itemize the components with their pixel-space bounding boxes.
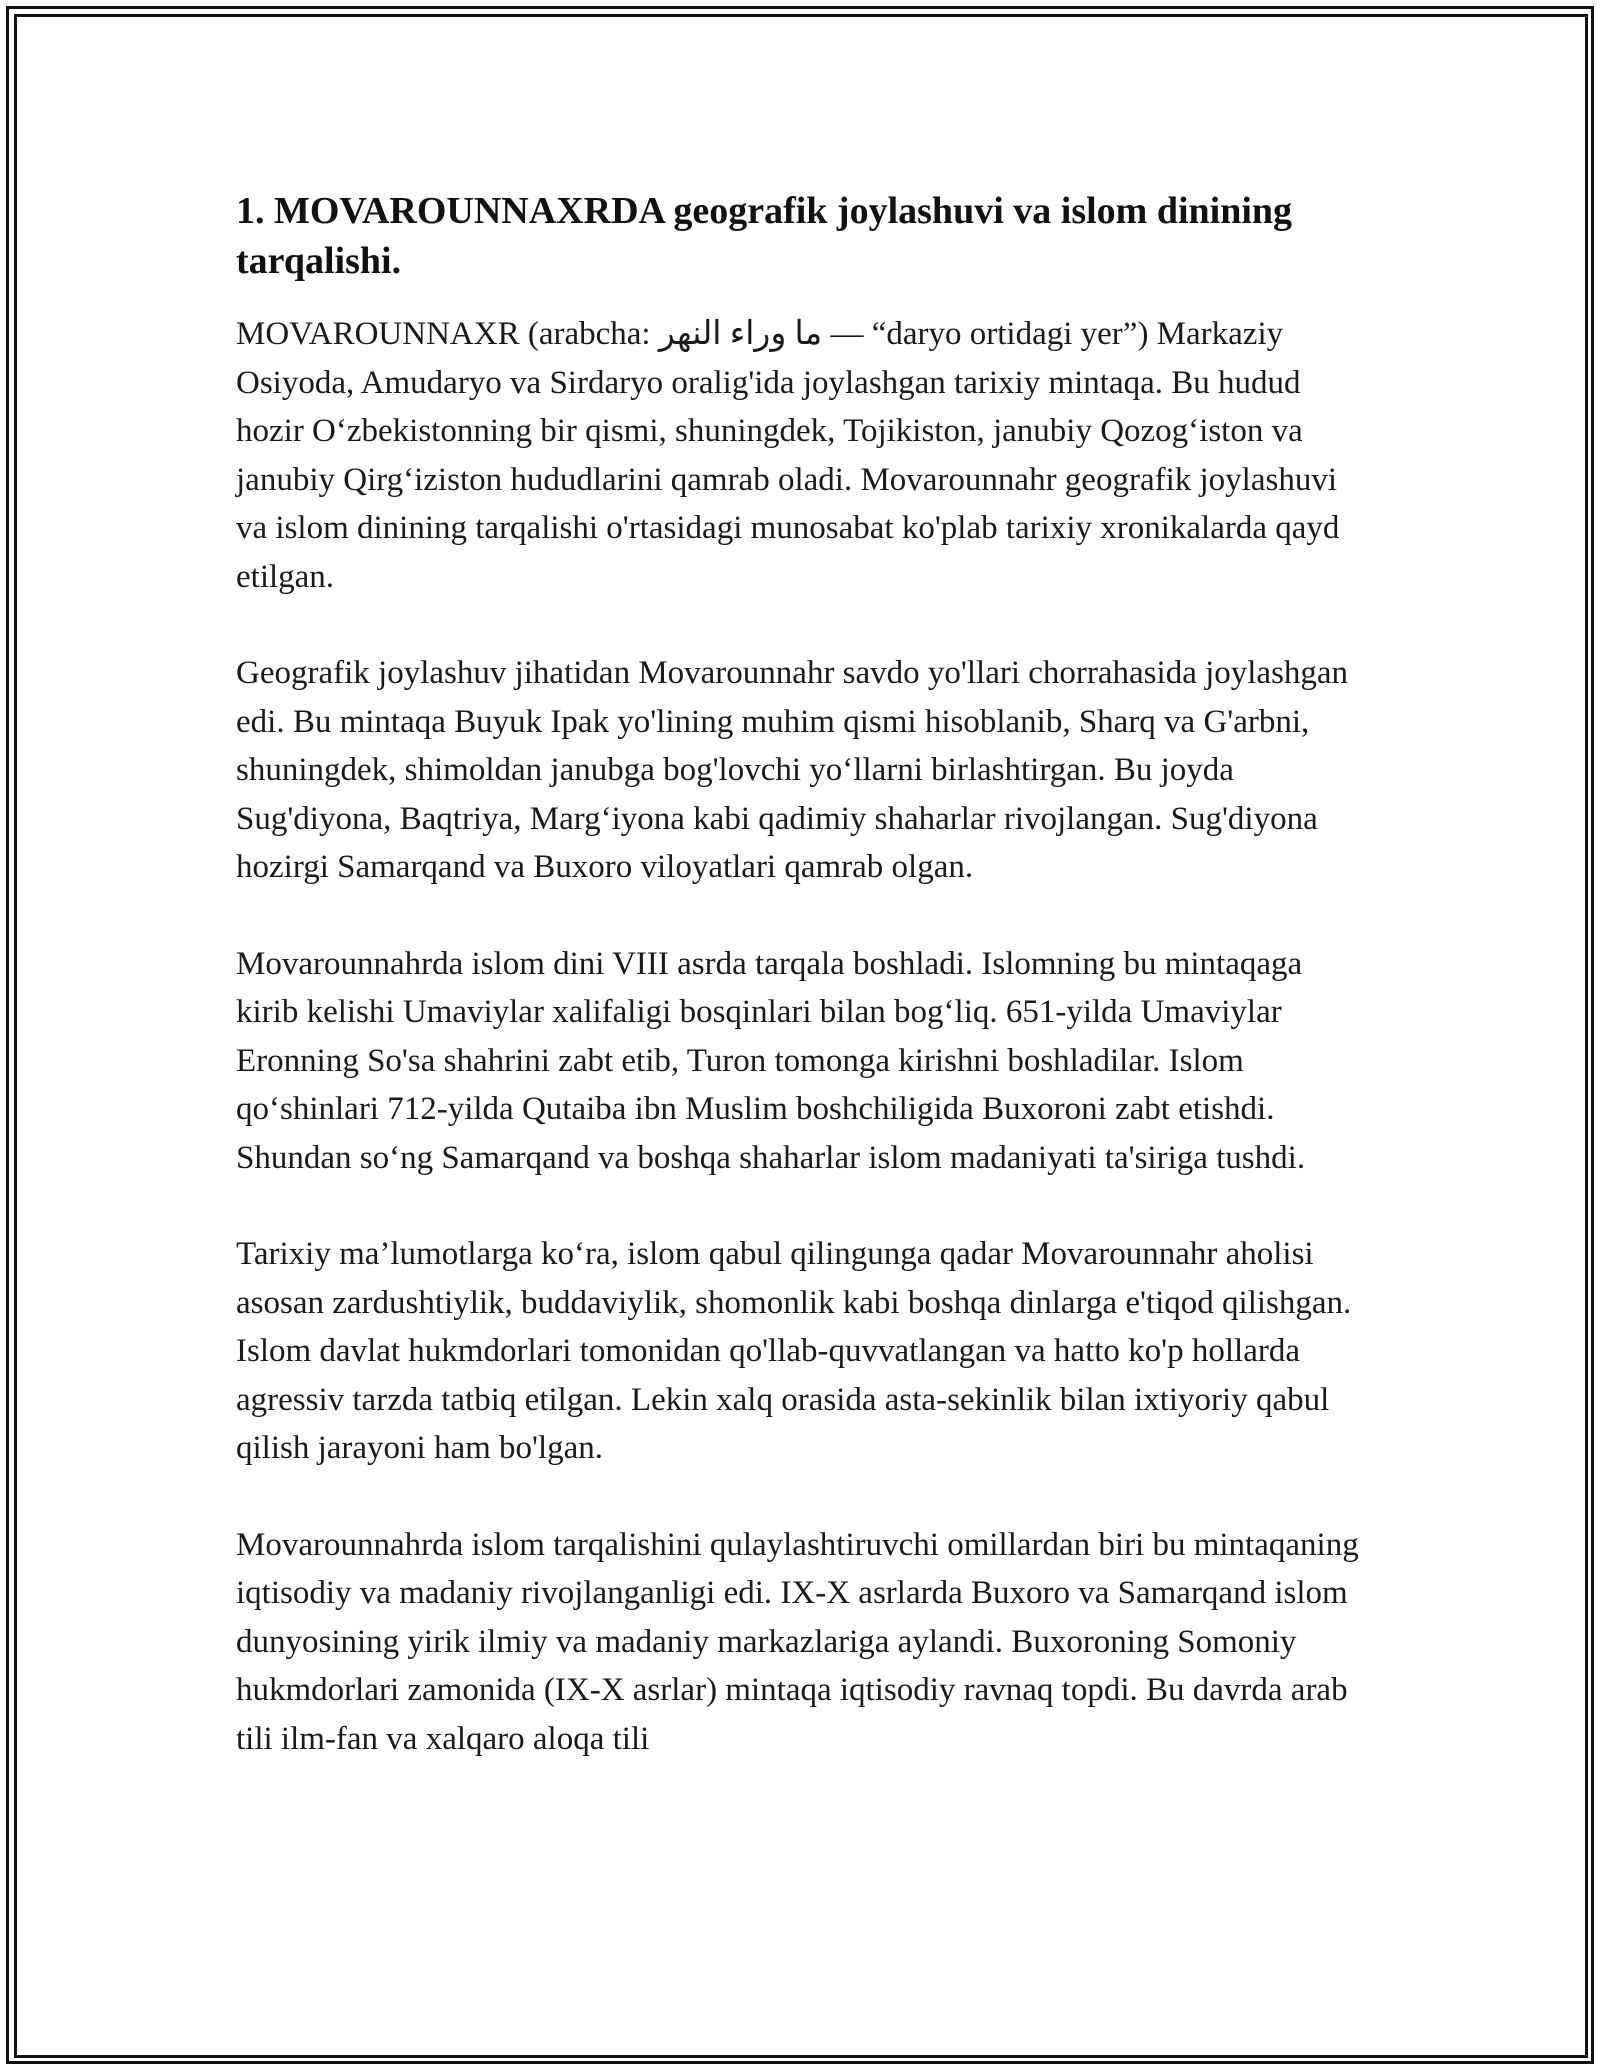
paragraph-3: Movarounnahrda islom dini VIII asrda tarqala boshladi. Islomning bu mintaqaga kirib kelishi Umaviylar xalifaligi bosqinlari bilan bog‘liq. 651-yilda Umaviylar Eronning So'sa shahrini zabt etib, Turon tomonga kirishni boshladilar. Islom qo‘shinlari 712-yilda Qutaiba ibn Muslim boshchiligida Buxoroni zabt etishdi. Shundan so‘ng Samarqand va boshqa shaharlar islom madaniyati ta'siriga tushdi. (236, 945, 1306, 1176)
paragraph-4: Tarixiy ma’lumotlarga ko‘ra, islom qabul qilingunga qadar Movarounnahr aholisi asosan zardushtiylik, buddaviylik, shomonlik kabi boshqa dinlarga e'tiqod qilishgan. Islom davlat hukmdorlari tomonidan qo'llab-quvvatlangan va hatto ko'p hollarda agressiv tarzda tatbiq etilgan. Lekin xalq orasida asta-sekinlik bilan ixtiyoriy qabul qilish jarayoni ham bo'lgan. (236, 1236, 1352, 1466)
paragraph-5: Movarounnahrda islom tarqalishini qulaylashtiruvchi omillardan biri bu mintaqaning iqtisodiy va madaniy rivojlanganligi edi. IX-X asrlarda Buxoro va Samarqand islom dunyosining yirik ilmiy va madaniy markazlariga aylandi. Buxoroning Somoniy hukmdorlari zamonida (IX-X asrlar) mintaqa iqtisodiy ravnaq topdi. Bu davrda arab tili ilm-fan va xalqaro aloqa tili (236, 1526, 1359, 1757)
paragraph-1: MOVAROUNNAXR (arabcha: ما وراء النهر — “daryo ortidagi yer”) Markaziy Osiyoda, Amudaryo va Sirdaryo oralig'ida joylashgan tarixiy mintaqa. Bu hudud hozir O‘zbekistonning bir qismi, shuningdek, Tojikiston, janubiy Qozog‘iston va janubiy Qirg‘iziston hududlarini qamrab oladi. Movarounnahr geografik joylashuvi va islom dinining tarqalishi o'rtasidagi munosabat ko'plab tarixiy xronikalarda qayd etilgan. (236, 316, 1340, 595)
document-page (236, 186, 1366, 1763)
paragraph-2: Geografik joylashuv jihatidan Movarounnahr savdo yo'llari chorrahasida joylashgan edi. Bu mintaqa Buyuk Ipak yo'lining muhim qismi hisoblanib, Sharq va G'arbni, shuningdek, shimoldan janubga bog'lovchi yo‘llarni birlashtirgan. Bu joyda Sug'diyona, Baqtriya, Marg‘iyona kabi qadimiy shaharlar rivojlangan. Sug'diyona hozirgi Samarqand va Buxoro viloyatlari qamrab olgan. (236, 655, 1349, 885)
document-title: 1. MOVAROUNNAXRDA geografik joylashuvi va islom dinining tarqalishi. (236, 190, 1293, 282)
